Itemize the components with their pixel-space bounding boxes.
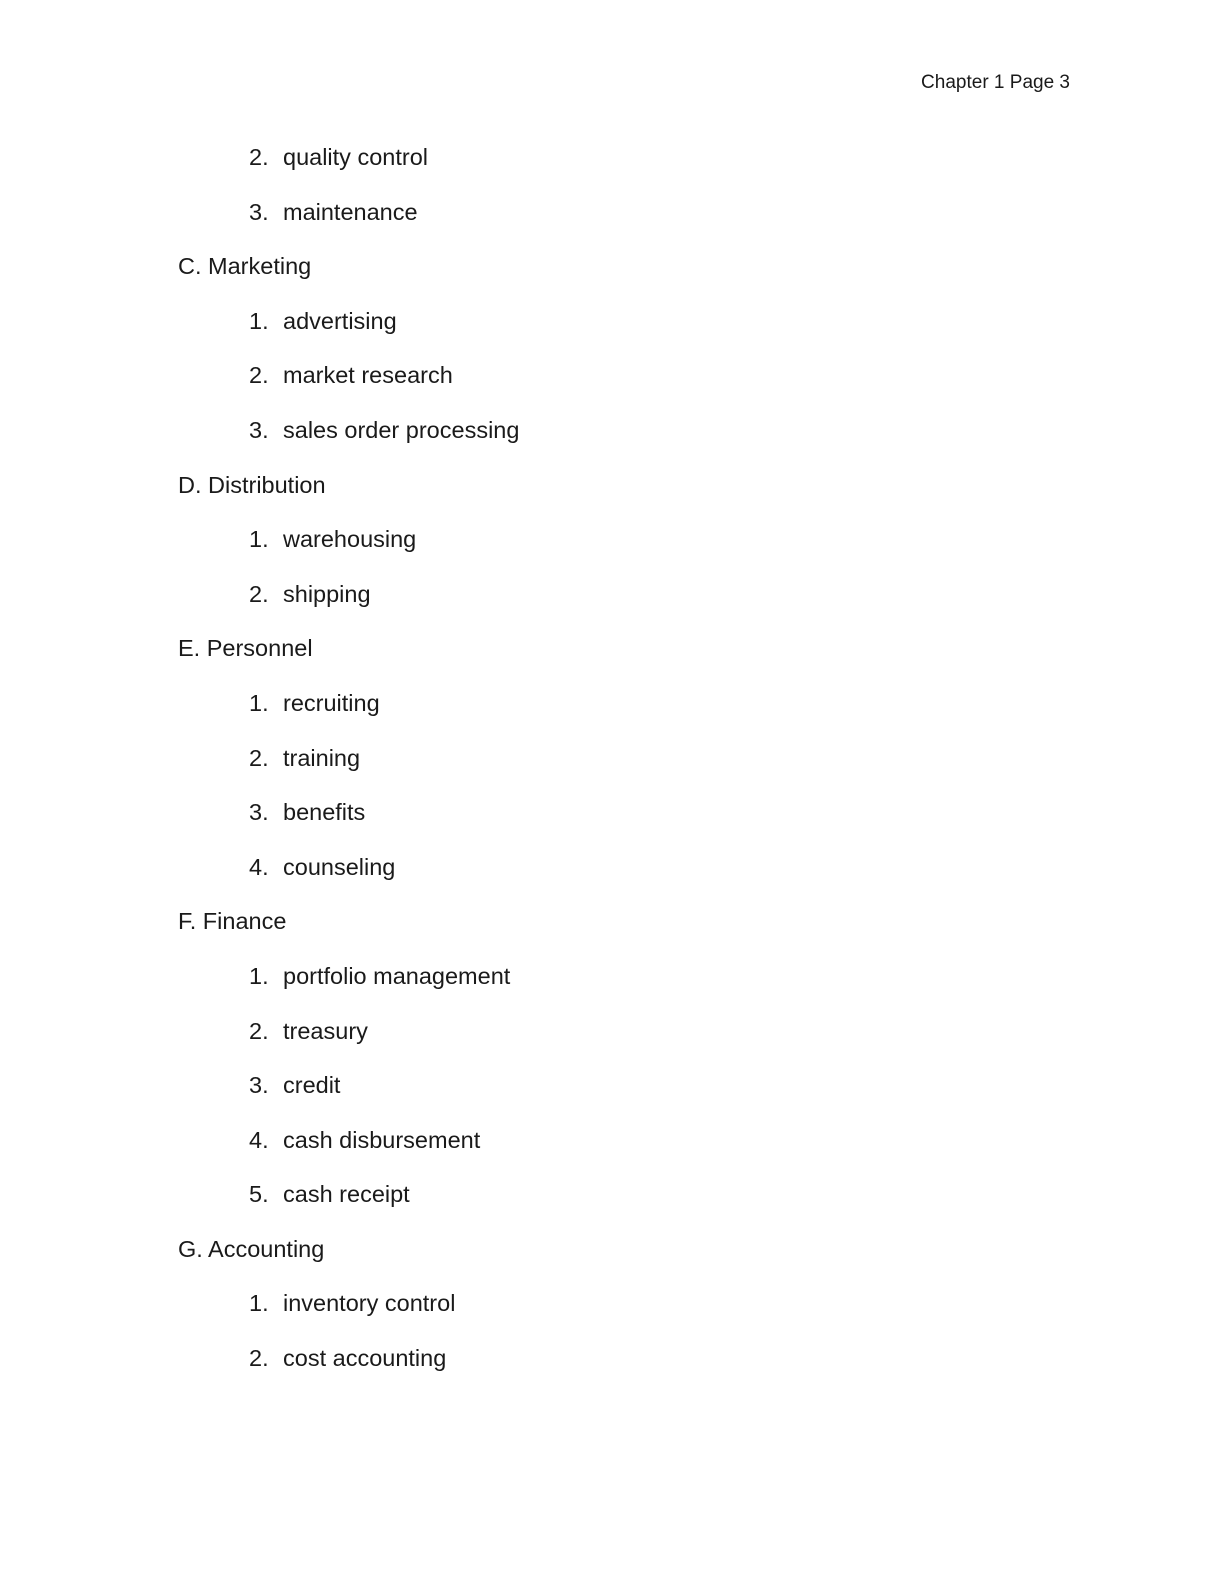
item-number: 1.: [249, 307, 269, 334]
list-item: [0, 1071, 1224, 1126]
list-item: [0, 962, 1224, 1017]
item-text: portfolio management: [283, 962, 511, 989]
item-number: 3.: [249, 416, 269, 443]
item-number: 2.: [249, 580, 269, 607]
list-item: [0, 853, 1224, 908]
list-item: [0, 525, 1224, 580]
list-item: [0, 307, 1224, 362]
item-number: 5.: [249, 1181, 269, 1208]
item-text: inventory control: [283, 1290, 456, 1317]
item-number: 4.: [249, 1126, 269, 1153]
item-number: 1.: [249, 962, 269, 989]
item-number: 1.: [249, 526, 269, 553]
outline: [0, 143, 1224, 1399]
item-number: 4.: [249, 853, 269, 880]
item-text: cash disbursement: [283, 1126, 481, 1153]
list-item: [0, 198, 1224, 253]
section-heading-finance: F. Finance: [178, 908, 287, 935]
list-item: [0, 416, 1224, 471]
item-text: treasury: [283, 1017, 368, 1044]
list-item: [0, 1180, 1224, 1235]
list-item: [0, 580, 1224, 635]
item-text: credit: [283, 1072, 341, 1099]
item-number: 2.: [249, 362, 269, 389]
item-number: 2.: [249, 1345, 269, 1372]
item-text: cash receipt: [283, 1181, 410, 1208]
list-item: [0, 1126, 1224, 1181]
list-item: [0, 689, 1224, 744]
item-number: 1.: [249, 689, 269, 716]
item-text: maintenance: [283, 198, 418, 225]
item-number: 3.: [249, 799, 269, 826]
section-heading-accounting: G. Accounting: [178, 1235, 325, 1262]
item-text: benefits: [283, 799, 366, 826]
item-text: advertising: [283, 307, 397, 334]
section-heading-marketing: C. Marketing: [178, 253, 312, 280]
item-number: 1.: [249, 1290, 269, 1317]
section-heading-personnel: E. Personnel: [178, 635, 313, 662]
page-header: Chapter 1 Page 3: [921, 72, 1070, 93]
section-heading-distribution: D. Distribution: [178, 471, 326, 498]
item-text: quality control: [283, 144, 428, 170]
item-number: 2.: [249, 144, 269, 170]
list-item: [0, 798, 1224, 853]
list-item: [0, 744, 1224, 799]
item-text: cost accounting: [283, 1345, 447, 1372]
list-item: [0, 143, 1224, 198]
list-item: [0, 1017, 1224, 1072]
list-item: [0, 361, 1224, 416]
list-item: [0, 1344, 1224, 1399]
item-number: 2.: [249, 1017, 269, 1044]
item-text: training: [283, 744, 361, 771]
item-text: recruiting: [283, 689, 380, 716]
list-item: [0, 1289, 1224, 1344]
item-number: 2.: [249, 744, 269, 771]
item-text: market research: [283, 362, 453, 389]
item-number: 3.: [249, 198, 269, 225]
item-text: sales order processing: [283, 416, 520, 443]
item-text: warehousing: [283, 526, 417, 553]
item-number: 3.: [249, 1072, 269, 1099]
item-text: shipping: [283, 580, 371, 607]
item-text: counseling: [283, 853, 396, 880]
